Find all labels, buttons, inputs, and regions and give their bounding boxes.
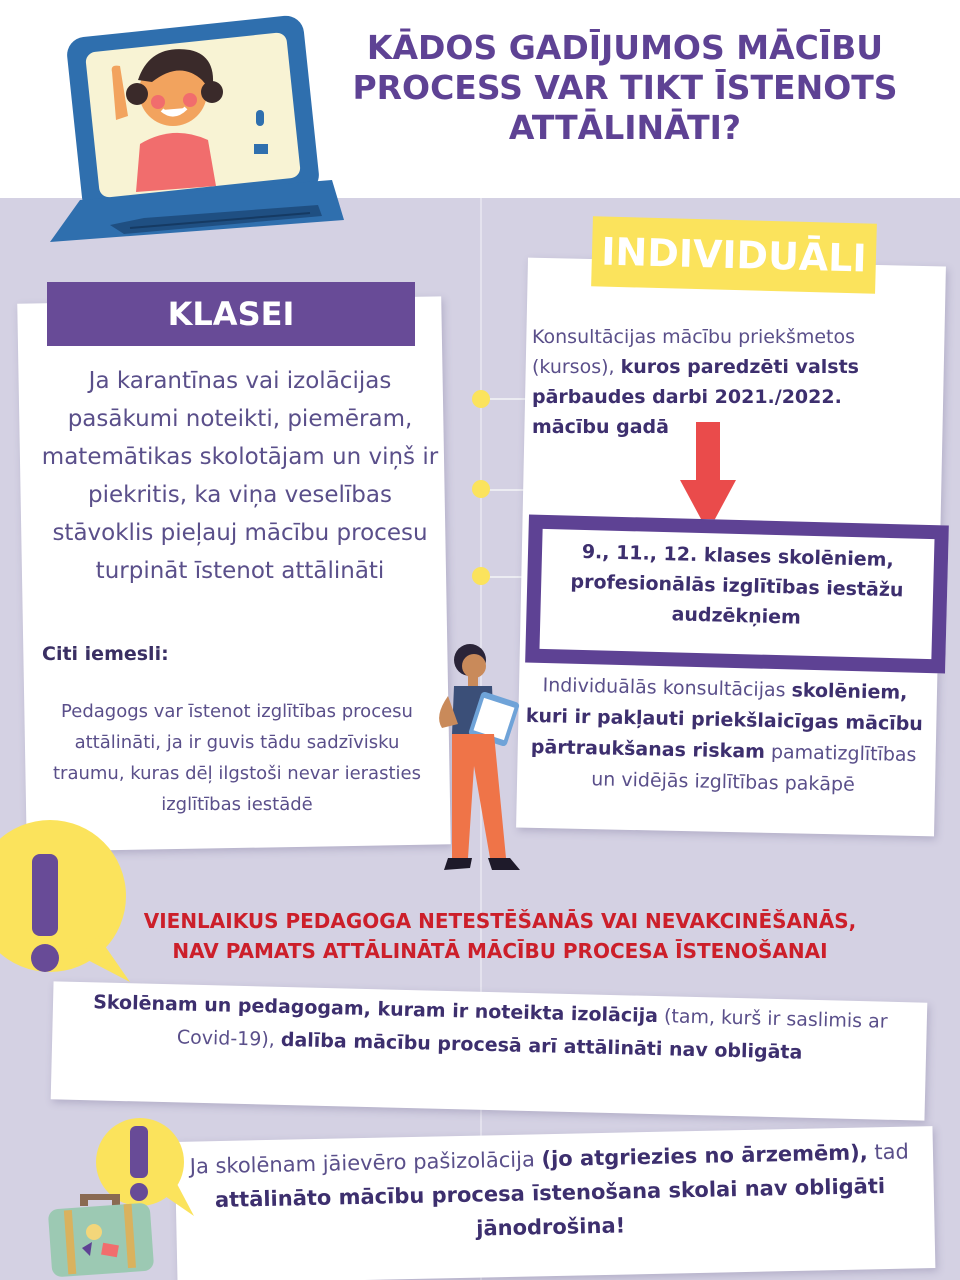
timeline-dot	[472, 567, 490, 585]
klasei-main-text: Ja karantīnas vai izolācijas pasākumi noteikti, piemēram, matemātikas skolotājam un viņš ir piekritis, ka viņa veselības stāvoklis pieļauj mācību procesu turpināt īstenot attālināti	[41, 368, 439, 584]
target-group-text: 9., 11., 12. klases skolēniem, profesionālās izglītības iestāžu audzēkņiem	[570, 540, 904, 629]
travel-suitcase-icon	[46, 1186, 156, 1276]
warning-line-1: VIENLAIKUS PEDAGOGA NETESTĒŠANĀS VAI NEVAKCINĒŠANĀS,	[143, 909, 857, 933]
individuali-text-1-normal: Konsultācijas mācību priekšmetos (kursos),	[532, 326, 856, 378]
klasei-label: KLASEI	[47, 282, 415, 346]
self-isolation-normal-b: tad	[874, 1139, 910, 1165]
warning-line-2: NAV PAMATS ATTĀLINĀTĀ MĀCĪBU PROCESA ĪSTENOŠANAI	[172, 939, 828, 963]
teacher-with-tablet-illustration	[428, 636, 538, 892]
individuali-label: INDIVIDUĀLI	[591, 216, 877, 293]
self-isolation-bold-b: attālināto mācību procesa īstenošana skolai nav obligāti jānodrošina!	[214, 1173, 886, 1241]
individuali-text-2	[523, 670, 926, 802]
isolation-note-bold-a: Skolēnam un pedagogam, kuram ir noteikta izolācija	[92, 991, 659, 1028]
timeline-dot	[472, 390, 490, 408]
isolation-note-bold-b: dalība mācību procesā arī attālināti nav obligāta	[280, 1028, 803, 1064]
warning-text	[100, 906, 900, 966]
other-reasons-heading: Citi iemesli:	[42, 643, 169, 665]
individuali-text-2-bold: skolēniem, kuri ir pakļauti priekšlaicīgas mācību pārtraukšanas riskam	[525, 679, 924, 763]
red-arrow-down-icon	[680, 422, 736, 534]
individuali-text-2-normal-b: pamatizglītības un vidējās izglītības pakāpē	[591, 740, 917, 796]
timeline-dot	[472, 480, 490, 498]
page-title: KĀDOS GADĪJUMOS MĀCĪBU PROCESS VAR TIKT ĪSTENOTS ATTĀLINĀTI?	[352, 28, 898, 147]
isolation-note-normal: (tam, kurš ir saslimis ar Covid-19),	[176, 1005, 888, 1051]
individuali-text-1-bold: kuros paredzēti valsts pārbaudes darbi 2021./2022. mācību gadā	[532, 356, 859, 438]
self-isolation-bold-a: (jo atgriezies no ārzemēm),	[541, 1140, 868, 1172]
laptop-video-call-icon	[40, 20, 350, 260]
individuali-text-2-normal-a: Individuālās konsultācijas	[542, 674, 786, 702]
other-reasons-text: Pedagogs var īstenot izglītības procesu attālināti, ja ir guvis tādu sadzīvisku traumu, kuras dēļ ilgstoši nevar ierasties izglītības iestādē	[53, 701, 421, 815]
self-isolation-normal-a: Ja skolēnam jāievēro pašizolācija	[189, 1147, 536, 1179]
self-isolation-text	[189, 1134, 911, 1251]
